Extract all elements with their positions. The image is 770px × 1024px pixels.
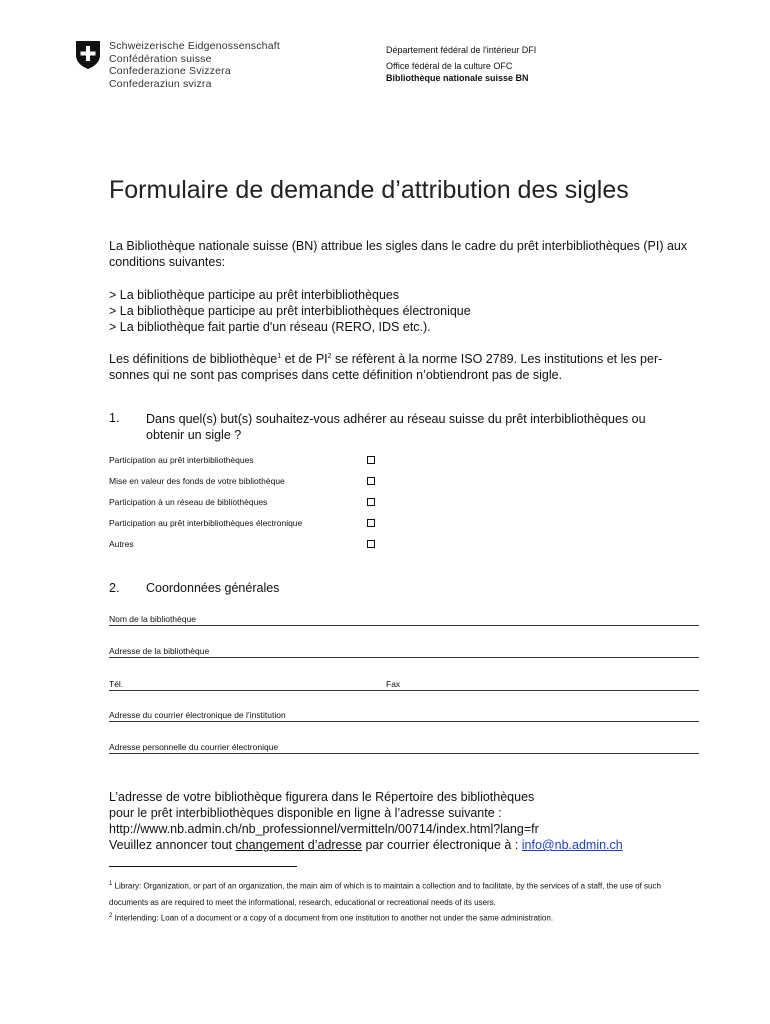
intro-paragraph: La Bibliothèque nationale suisse (BN) attribue les sigles dans le cadre du prêt interbibliothèques (PI) aux conditions suivantes: <box>109 239 688 269</box>
checkbox-network[interactable] <box>367 498 375 506</box>
confederation-line: Confederazione Svizzera <box>109 65 231 77</box>
institution-email-label: Adresse du courrier électronique de l’institution <box>109 710 286 720</box>
phone-fax-field[interactable] <box>109 690 699 691</box>
directory-text: Veuillez annoncer tout <box>109 838 236 852</box>
footnote-2 <box>109 908 699 927</box>
institution-email-field[interactable] <box>109 721 699 722</box>
question-1-text: Dans quel(s) but(s) souhaitez-vous adhérer au réseau suisse du prêt interbibliothèques ou obtenir un sigle ? <box>146 412 646 442</box>
directory-line: pour le prêt interbibliothèques disponible en ligne à l’adresse suivante : <box>109 806 502 820</box>
condition-item: > La bibliothèque fait partie d'un réseau (RERO, IDS etc.). <box>109 320 431 334</box>
directory-url[interactable]: http://www.nb.admin.ch/nb_professionnel/vermitteln/00714/index.html?lang=fr <box>109 822 539 836</box>
definitions-text: et de PI <box>281 352 328 367</box>
confederation-line: Confederaziun svizra <box>109 77 212 90</box>
swiss-crest-icon <box>75 40 101 70</box>
definitions-paragraph <box>109 349 699 383</box>
confederation-name <box>109 40 280 90</box>
option-label: Participation au prêt interbibliothèques électronique <box>109 518 303 528</box>
confederation-line: Confédération suisse <box>109 52 212 65</box>
option-label: Participation à un réseau de bibliothèques <box>109 497 268 507</box>
footnote-separator <box>109 866 297 867</box>
footnote-mark: 2 <box>109 913 113 919</box>
checkbox-electronic-ill[interactable] <box>367 519 375 527</box>
contact-email-link[interactable]: info@nb.admin.ch <box>521 838 623 852</box>
address-change-link[interactable]: changement d’adresse <box>235 838 362 852</box>
footnote-text: Interlending: Loan of a document or a copy of a document from one institution to another not under the same administration. <box>112 913 554 923</box>
footnote-ref-2: 2 <box>327 353 332 360</box>
footnote-1 <box>109 876 699 911</box>
directory-info <box>109 789 709 853</box>
personal-email-field[interactable] <box>109 753 699 754</box>
library-address-field[interactable] <box>109 657 699 658</box>
phone-label: Tél. <box>109 679 124 689</box>
question-2-text: Coordonnées générales <box>146 581 280 595</box>
directory-line <box>109 837 709 853</box>
directory-line: L’adresse de votre bibliothèque figurera dans le Répertoire des bibliothèques <box>109 790 535 804</box>
footnote-ref-1: 1 <box>277 353 282 360</box>
footnote-text: Library: Organization, or part of an organization, the main aim of which is to maintain a collection and to facilitate, by the services of a staff, the use of such documents as are required to meet the informational, research, educational or recreational needs of its users. <box>109 881 661 907</box>
library-name-label: Nom de la bibliothèque <box>109 614 196 624</box>
fax-label: Fax <box>386 679 401 689</box>
page-title: Formulaire de demande d’attribution des sigles <box>109 176 629 204</box>
definitions-text: Les définitions de bibliothèque <box>109 352 278 367</box>
option-label: Mise en valeur des fonds de votre bibliothèque <box>109 476 285 486</box>
confederation-line: Schweizerische Eidgenossenschaft <box>109 40 280 52</box>
personal-email-label: Adresse personnelle du courrier électronique <box>109 742 279 752</box>
definitions-text: se réfèrent à la norme ISO 2789. Les institutions et les per-sonnes qui ne sont pas comprises dans cette définition n’obtiendront pas de sigle. <box>109 352 663 383</box>
department-block <box>386 44 536 84</box>
question-1-number: 1. <box>109 411 120 425</box>
option-label: Autres <box>109 539 134 549</box>
checkbox-ill[interactable] <box>367 456 375 464</box>
conditions-list <box>109 287 699 335</box>
library-name-field[interactable] <box>109 625 699 626</box>
checkbox-collections[interactable] <box>367 477 375 485</box>
library-address-label: Adresse de la bibliothèque <box>109 646 210 656</box>
department-name: Département fédéral de l'intérieur DFI <box>386 45 537 55</box>
question-2-number: 2. <box>109 581 120 595</box>
library-name: Bibliothèque nationale suisse BN <box>386 73 529 83</box>
condition-item: > La bibliothèque participe au prêt interbibliothèques électronique <box>109 304 471 318</box>
office-name: Office fédéral de la culture OFC <box>386 61 513 71</box>
footnote-mark: 1 <box>109 881 113 887</box>
checkbox-other[interactable] <box>367 540 375 548</box>
condition-item: > La bibliothèque participe au prêt interbibliothèques <box>109 288 400 302</box>
option-label: Participation au prêt interbibliothèques <box>109 455 254 465</box>
directory-text: par courrier électronique à : <box>361 838 522 852</box>
